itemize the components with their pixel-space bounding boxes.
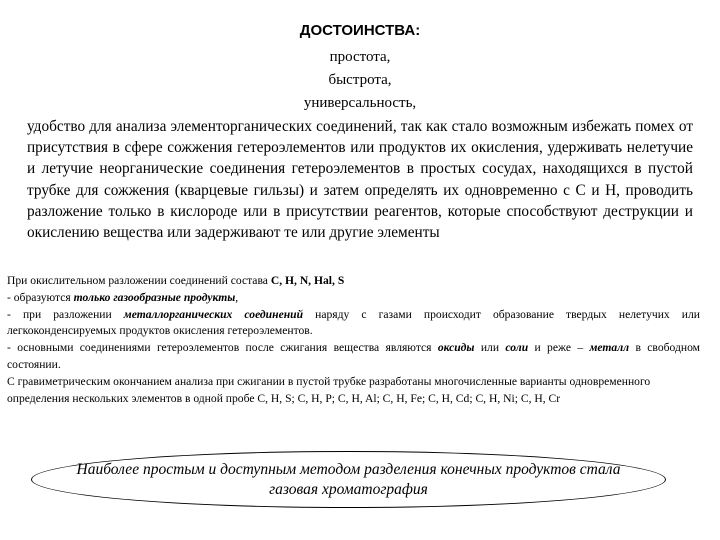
details-block (7, 273, 700, 407)
advantage-universality: универсальность, (303, 95, 417, 111)
details-paragraph-1: При окислительном разложении соединений состава C, H, N, Hal, S (7, 274, 345, 287)
conclusion-callout (31, 451, 666, 508)
details-paragraph-2: - образуются только газообразные продукты, (7, 290, 239, 304)
details-paragraph-4: - основными соединениями гетероэлементов после сжигания вещества являются оксиды или соли и реже – металл в свободном состоянии. (7, 341, 700, 371)
heading: ДОСТОИНСТВА: (299, 22, 421, 39)
advantage-simplicity: простота, (329, 49, 391, 65)
advantage-speed: быстрота, (328, 72, 392, 88)
details-paragraph-5: С гравиметрическим окончанием анализа при сжигании в пустой трубке разработаны многочисленные варианты одновременного определения нескольких элементов в одной пробе С, Н, S; C, H, P; C, H, Al; C, H, Fe; C, H, Cd; C, H, Ni; C, H, Cr (7, 374, 651, 405)
main-paragraph: удобство для анализа элементорганических соединений, так как стало возможным избежать помех от присутствия в сфере сожжения гетероэлементов или продуктов их окисления, удерживать нелетучие и летучие неорганические соединения гетероэлементов в простых сосудах, находящихся в пустой трубке для сожжения (кварцевые гильзы) и затем определять их одновременно с С и Н, проводить разложение только в кислороде или в присутствии реагентов, которые способствуют деструкции и окислению вещества или задерживают те или другие элементы (27, 118, 693, 242)
conclusion-text: Наиболее простым и доступным методом разделения конечных продуктов стала газовая хроматография (76, 460, 621, 498)
details-paragraph-3: - при разложении металлорганических соединений наряду с газами происходит образование твердых нелетучих или легкоконденсируемых продуктов окисления гетероэлементов. (7, 307, 700, 338)
